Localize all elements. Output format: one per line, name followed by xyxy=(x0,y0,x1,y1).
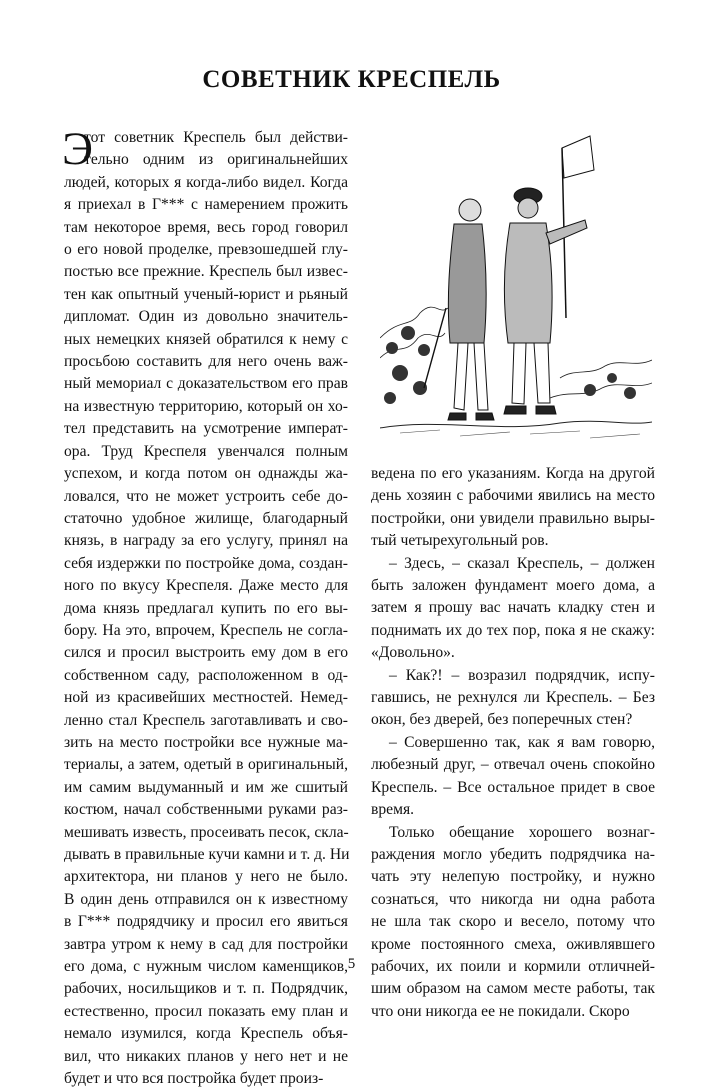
text-line: раждения могло убедить подрядчика на- xyxy=(371,845,655,863)
right-text-column xyxy=(371,463,655,1023)
text-line: В один день отправился он к известному xyxy=(64,890,348,908)
text-line: тый четырехугольный ров. xyxy=(371,532,549,550)
text-line: собственном саду, расположенном в од- xyxy=(64,666,348,684)
text-line: мешивать известь, просеивать песок, скла- xyxy=(64,823,349,841)
text-line: князь, в награду за его услугу, принял на xyxy=(64,532,348,550)
chapter-title: СОВЕТНИК КРЕСПЕЛЬ xyxy=(202,66,501,93)
text-line: день хозяин с рабочими явились на место xyxy=(371,487,655,505)
text-line: Креспель. – Все остальное придет в свое xyxy=(371,778,655,796)
text-line: шим образом на самом месте работы, так xyxy=(371,980,655,998)
drop-cap: Э xyxy=(62,123,94,175)
text-line: постройки, они увидели правильно выры- xyxy=(371,509,655,527)
text-line: поднимать их до тех пор, пока я не скажу: xyxy=(371,621,655,639)
text-line: я приехал в Г*** с намерением прожить xyxy=(64,196,348,214)
text-line: ного по вкусу Креспеля. Даже место для xyxy=(64,577,348,595)
text-line: ной из красивейших местностей. Немед- xyxy=(64,689,348,707)
text-line: о его новой проделке, превзошедшей глу- xyxy=(64,241,348,259)
text-line: им самим выдуманный и им же сшитый xyxy=(64,778,348,796)
text-line: гавшись, не рехнулся ли Креспель. – Без xyxy=(371,689,655,707)
text-line: тен как опытный ученый-юрист и рьяный xyxy=(64,285,348,303)
text-line: зить на место постройки все нужные ма- xyxy=(64,733,348,751)
text-line: териалы, а затем, одетый в оригинальный, xyxy=(64,756,348,774)
text-line: рабочих, носильщиков и т. п. Подрядчик, xyxy=(64,980,348,998)
text-line: ведена по его указаниям. Когда на другой xyxy=(371,465,655,482)
text-line: вил, что никаких планов у него нет и не xyxy=(64,1047,348,1065)
text-line: дипломат. Один из довольно значитель- xyxy=(64,308,348,326)
text-line: быть заложен фундамент моего дома, а xyxy=(371,577,655,595)
text-line: окон, без дверей, без поперечных стен? xyxy=(371,711,633,729)
text-line: тот советник Креспель был действи- xyxy=(84,129,348,146)
text-line: архитектора, ни планов у него не было. xyxy=(64,868,348,886)
text-line: Только обещание хорошего вознаг- xyxy=(389,823,655,841)
text-line: ных немецких князей обратился к нему с xyxy=(64,330,348,348)
text-line: – Совершенно так, как я вам говорю, xyxy=(389,733,655,751)
text-line: людей, которых я когда-либо видел. Когда xyxy=(64,173,348,191)
text-line: – Здесь, – сказал Креспель, – должен xyxy=(389,554,655,572)
text-line: ный мемориал с доказательством его прав xyxy=(64,375,348,393)
text-line: – Как?! – возразил подрядчик, испу- xyxy=(389,666,655,684)
text-line: бору. На это, впрочем, Креспель не согла- xyxy=(64,621,348,639)
text-line: что они никогда ее не покидали. Скоро xyxy=(371,1002,630,1020)
text-line: завтра утром к нему в сад для постройки xyxy=(64,935,348,953)
text-line: сился и просил выстроить ему дом в его xyxy=(64,644,348,662)
text-line: ора. Труд Креспеля увенчался полным xyxy=(64,442,348,460)
text-line: любезный друг, – отвечал очень спокойно xyxy=(371,756,655,774)
text-line: «Довольно». xyxy=(371,644,455,662)
text-line: естественно, просил показать ему план и xyxy=(64,1002,348,1020)
text-line: в Г*** подрядчику и просил его явиться xyxy=(64,913,348,931)
text-line: тельно одним из оригинальнейших xyxy=(84,151,348,169)
text-line: дывать в правильные кучи камни и т. д. Ни xyxy=(64,846,350,863)
text-line: просьбою составить для него очень важ- xyxy=(64,353,348,371)
engraving-illustration xyxy=(380,128,652,446)
text-line: костюм, начал собственными руками раз- xyxy=(64,801,348,819)
text-line: сознаться, что никогда ни одна работа xyxy=(371,890,655,908)
text-line: успехом, и когда потом он однажды жа- xyxy=(64,465,348,483)
text-line: ловался, что не может устроить себе до- xyxy=(64,487,348,505)
text-line: статочно удобное жилище, благодарный xyxy=(64,509,348,527)
text-line: тел представить на усмотрение императ- xyxy=(64,420,348,438)
text-line: его дома, с нужным числом каменщиков, xyxy=(64,958,348,976)
left-text-column xyxy=(62,123,350,1090)
text-line: себя издержки по постройке дома, создан- xyxy=(64,554,348,572)
text-line: постью все прежние. Креспель был извес- xyxy=(64,263,348,281)
text-line: дома князь предлагал купить по его вы- xyxy=(64,599,348,617)
text-line: там некоторое время, весь город говорил xyxy=(64,218,348,236)
text-line: на известную территорию, который он хо- xyxy=(64,397,348,415)
text-line: чать эту нелепую постройку, и нужно xyxy=(371,868,655,886)
text-line: рабочих, их поили и кормили отличней- xyxy=(371,957,655,975)
page-number: 5 xyxy=(347,956,356,972)
text-line: время. xyxy=(371,801,415,819)
text-line: затем я прошу вас начать кладку стен и xyxy=(371,599,655,617)
text-line: не шла так скоро и весело, потому что xyxy=(371,913,655,931)
text-line: будет и что вся постройка будет произ- xyxy=(64,1070,324,1088)
text-line: немало изумился, когда Креспель объя- xyxy=(64,1025,348,1043)
text-line: кроме постоянного смеха, оживлявшего xyxy=(371,935,655,953)
text-line: ленно стал Креспель заготавливать и сво- xyxy=(64,711,348,729)
